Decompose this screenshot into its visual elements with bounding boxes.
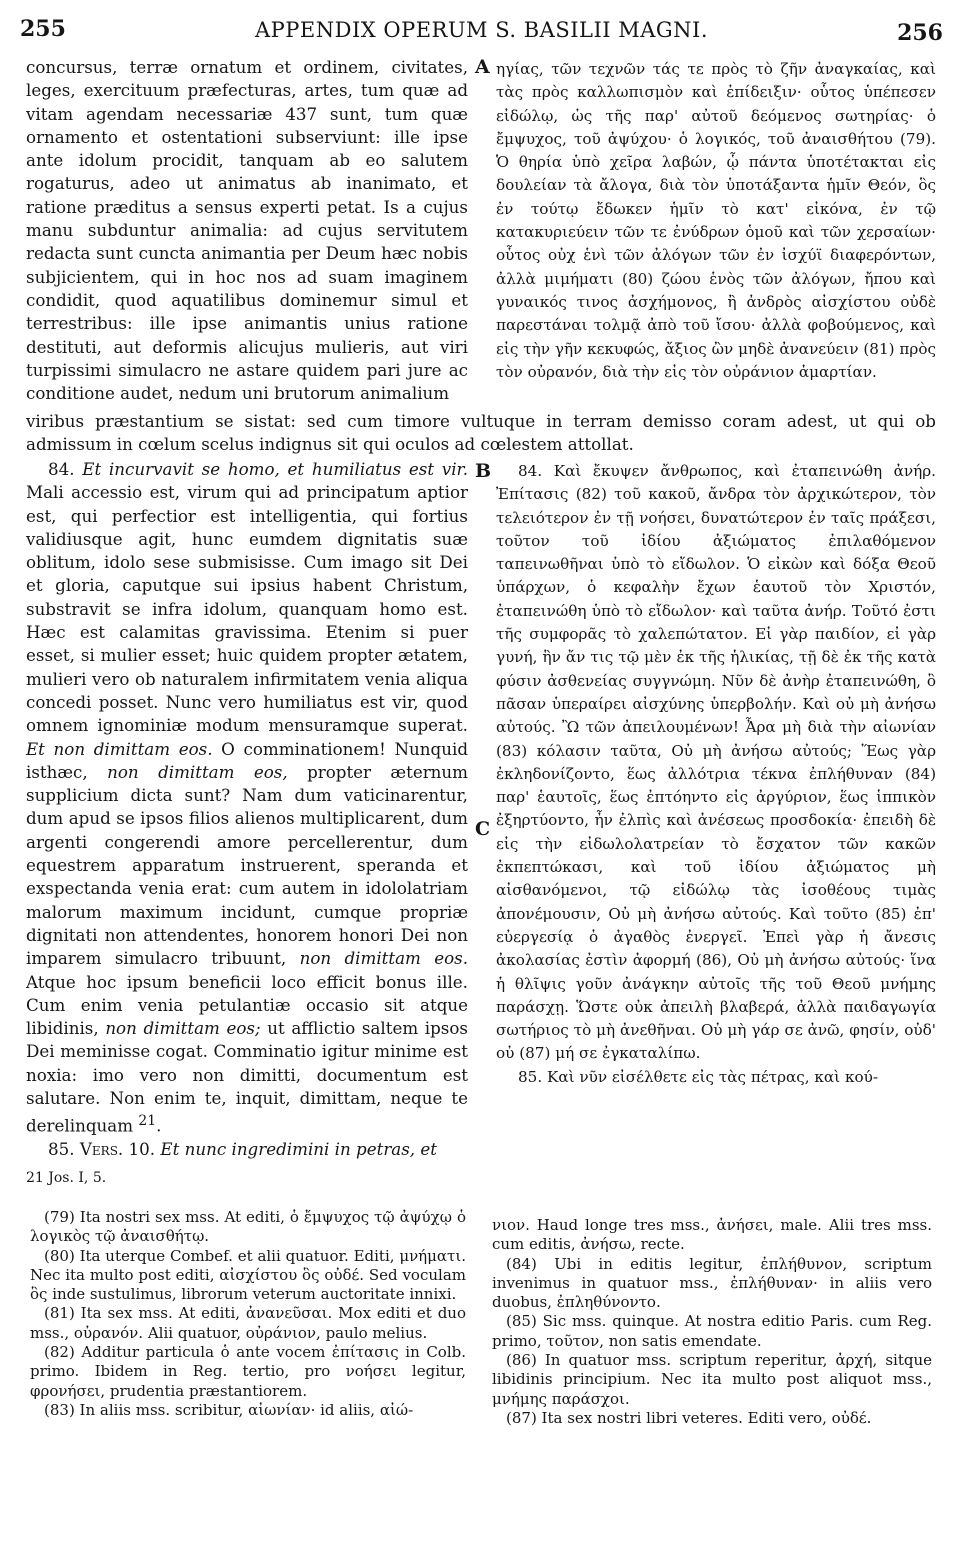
- page-number-left: 255: [20, 16, 66, 42]
- greek-paragraph-85: 85. Καὶ νῦν εἰσέλθετε εἰς τὰς πέτρας, καὶ κού-: [518, 1067, 878, 1086]
- footnote-81: (81) Ita sex mss. At editi, ἀνανεῦσαι. Mox editi et duo mss., οὐρανόν. Alii quatuor, οὐράνιον, paulo melius.: [30, 1304, 466, 1342]
- latin-column-84: [26, 458, 468, 1191]
- footnote-83: (83) In aliis mss. scribitur, αἰωνίαν· id aliis, αἰώ-: [44, 1400, 414, 1419]
- latin-fullwidth-line: viribus præstantium se sistat: sed cum timore vultuque in terram demisso coram adest, ut qui ob admissum in cœlum scelus indignus sit qui oculos ad cœlestem attollat.: [26, 411, 936, 455]
- latin-paragraph-top: concursus, terræ ornatum et ordinem, civitates, leges, exercituum præfecturas, artes, tum quæ ad vitam agendam necessariæ 437 sunt, tum quæ ornamento et ostentationi subserviunt: ille ipse ante idolum procidit, tanquam ab eo salutem rogaturus, adeo ut animatus ab inanimato, et ratione præditus a sensus experti petat. Is a cujus manu subduntur animalia: ad cujus servitutem redacta sunt cuncta animantia per Deum hæc nobis subjicientem, qui in hoc nos ad suam imaginem condidit, quod aquatilibus dominemur simul et terrestribus: ille ipse animantis unius ratione destituti, aut deformis alicujus mulieris, aut viri turpissimi simulacro ne astare quidem pari jure ac conditione audet, nedum uni brutorum animalium: [26, 57, 468, 404]
- greek-paragraph-84: 84. Καὶ ἔκυψεν ἄνθρωπος, καὶ ἐταπεινώθη ἀνήρ. Ἐπίτασις (82) τοῦ κακοῦ, ἄνδρα τὸν ἀρχικώτερον, τὸν τελειότερον ἐν τῇ νοήσει, δυνατώτερον ἐν ταῖς πράξεσι, τοῦτον τοῦ ἰδίου ἀξιώματος ἐπιλαθόμενον ταπεινωθῆναι ὑπὸ τὸ εἴδωλον. Ὁ εἰκὼν καὶ δόξα Θεοῦ ὑπάρχων, ὁ κεφαλὴν ἔχων ἑαυτοῦ τὸν Χριστόν, ἐταπεινώθη ὑπὸ τὸ εἴδωλον· καὶ ταῦτα ἀνήρ. Τοῦτό ἐστι τῆς συμφορᾶς τὸ χαλεπώτατον. Εἰ γὰρ παιδίον, εἰ γὰρ γυνή, ἣν ἄν τις τῷ μὲν ἐκ τῆς ἡλικίας, τῇ δὲ ἐκ τῆς κατὰ φύσιν ἀσθενείας συγγνώμη. Νῦν δὲ ἀνὴρ ἐταπεινώθη, ὃ πᾶσαν ὑπεραίρει αἰσχύνης ὑπερβολήν. Καὶ οὐ μὴ ἀνήσω αὐτούς. Ὢ τῶν ἀπειλουμένων! Ἆρα μὴ διὰ τὴν αἰωνίαν (83) κόλασιν ταῦτα, Οὐ μὴ ἀνήσω αὐτούς; Ἕως γὰρ ἐκληδονίζοντο, ἕως ἀλλότρια τέκνα ἐπλήθυναν (84) παρ' ἑαυτοῖς, ἕως ἐπτόηντο εἰς ἀργύριον, ἕως ἱππικὸν ἐξηρτύοντο, ἦν ἐλπὶς καὶ ἀνέσεως προσδοκία· ἐπειδὴ δὲ εἰς τὴν εἰδωλολατρείαν τὸ ἔσχατον τῶν κακῶν ἐκπεπτώκασι, καὶ τοῦ ἰδίου ἀξιώματος μὴ αἰσθανόμενοι, τῷ εἰδώλῳ τὰς ἰσοθέους τιμὰς ἀπονέμουσιν, Οὐ μὴ ἀνήσω αὐτούς. Καὶ τοῦτο (85) ἐπ' εὐεργεσίᾳ ὁ ἀγαθὸς ἐνεργεῖ. Ἐπεὶ γὰρ ἡ ἄνεσις ἀκολασίας ἐστὶν ἀφορμή (86), Οὐ μὴ ἀνήσω αὐτούς· ἵνα ἡ θλῖψις γοῦν ἀνάγκην αὐτοῖς τῆς τοῦ Θεοῦ μνήμης παράσχῃ. Ὥστε οὐκ ἀπειλὴ βλαβερά, ἀλλὰ παιδαγωγία σωτήριος τὸ μὴ ἀνεθῆναι. Οὐ μὴ γάρ σε ἀνῶ, φησίν, οὐδ' οὐ (87) μή σε ἐγκαταλίπω.: [496, 462, 936, 1063]
- latin-84-lemma-1: Et non dimittam eos.: [26, 738, 213, 759]
- latin-paragraph-85: [26, 1138, 468, 1161]
- latin-84-text-c: propter æternum supplicium dicta sunt? Nam dum vaticinarentur, dum apud se ipsos filios alienos multiplicarent, dum argenti congerendi amore percellerentur, dum equestrem apparatum instruerent, speranda et exspectanda venia erat: cum autem in idololatriam malorum maximum incidunt, cumque propriæ dignitati non attendentes, honorem honori Dei non imparem simulacro tribuunt,: [26, 761, 468, 969]
- lemma-84: Et incurvavit se homo, et humiliatus est vir.: [82, 459, 468, 479]
- latin-84-lemma-2: non dimittam eos,: [107, 761, 288, 782]
- greek-column-84: [496, 460, 936, 1089]
- latin-84-lemma-4: non dimittam eos;: [105, 1018, 261, 1039]
- footnote-79: (79) Ita nostri sex mss. At editi, ὁ ἔμψυχος τῷ ἀψύχῳ ὁ λογικὸς τῷ ἀναισθήτῳ.: [30, 1208, 466, 1246]
- latin-84-text-d: Atque hoc ipsum beneficii loco efficit bonus ille. Cum enim venia petulantiæ occasio sit atque libidinis,: [26, 971, 468, 1039]
- margin-letter-c: C: [475, 818, 491, 840]
- footnotes-left: [30, 1208, 466, 1420]
- section-number-85: 85.: [48, 1139, 75, 1160]
- footnote-83-continued: νιον. Haud longe tres mss., ἀνήσει, male. Alii tres mss. cum editis, ἀνήσω, recte.: [492, 1216, 932, 1254]
- footnote-85: (85) Sic mss. quinque. At nostra editio Paris. cum Reg. primo, τοῦτον, non satis emendate.: [492, 1312, 932, 1350]
- footnote-ref-21: 21: [138, 1113, 157, 1130]
- footnotes-right: [492, 1216, 932, 1428]
- latin-84-text-a: Mali accessio est, virum qui ad principatum aptior est, qui perfectior est intelligentia, qui fortius validiusque agit, hunc eumdem dignitatis suæ oblitum, idolo sese submisisse. Cum imago sit Dei et gloria, caputque sui ipsius habent Christum, substravit se infra idolum, quanquam homo est. Hæc est calamitas gravissima. Etenim si puer esset, si mulier esset; huic quidem propter ætatem, mulieri vero ob naturalem infirmitatem venia aliqua concedi posset. Nunc vero humiliatus est vir, quod omnem ignominiæ modum mensuramque superat.: [26, 482, 468, 736]
- latin-84-text-b: O comminationem! Nunquid isthæc,: [26, 738, 469, 782]
- greek-paragraph-top: ηγίας, τῶν τεχνῶν τάς τε πρὸς τὸ ζῆν ἀναγκαίας, καὶ τὰς πρὸς καλλωπισμὸν καὶ ἐπίδειξιν· οὗτος ὑπέπεσεν εἰδώλῳ, ὡς τῆς παρ' αὐτοῦ δεόμενος σωτηρίας· ὁ ἔμψυχος, τοῦ ἀψύχου· ὁ λογικός, τοῦ ἀναισθήτου (79). Ὁ θηρία ὑπὸ χεῖρα λαβών, ᾧ πάντα ὑποτέτακται εἰς δουλείαν τὰ ἄλογα, διὰ τὸν ὑποτάξαντα ἡμῖν Θεόν, ὃς ἐν τούτῳ ἔδωκεν ἡμῖν τὸ κατ' εἰκόνα, ἐν τῷ κατακυριεύειν τῶν τε ἐνύδρων ὁμοῦ καὶ τῶν χερσαίων· οὗτος οὐχ ἑνὶ τῶν ἀλόγων τῶν ἐν ἰσχύϊ διαφερόντων, ἀλλὰ μιμήματι (80) ζώου ἑνὸς τῶν ἀλόγων, ἤπου καὶ γυναικός τινος ἀσχήμονος, ἢ ἀνδρὸς αἰσχίστου οὐδὲ παρεστάναι τολμᾷ ἀπὸ τοῦ ἴσου· ἀλλὰ φοβούμενος, καὶ εἰς τὴν γῆν κεκυφώς, ἄξιος ὢν μηδὲ ἀνανεύειν (81) πρὸς τὸν οὐρανόν, διὰ τὴν εἰς τὸν οὐράνιον ἁμαρτίαν.: [496, 60, 936, 381]
- margin-letter-b: B: [475, 460, 492, 482]
- latin-column-top: [26, 56, 468, 405]
- latin-paragraph-84: 84. Et incurvavit se homo, et humiliatus est vir. Mali accessio est, virum qui ad principatum aptior est, qui perfectior est intelligentia, qui fortius validiusque agit, hunc eumdem dignitatis suæ oblitum, idolo sese submisisse. Cum imago sit Dei et gloria, caputque sui ipsius habent Christum, substravit se infra idolum, quanquam homo est. Hæc est calamitas gravissima. Etenim si puer esset, si mulier esset; huic quidem propter ætatem, mulieri vero ob naturalem infirmitatem venia aliqua concedi posset. Nunc vero humiliatus est vir, quod omnem ignominiæ modum mensuramque superat. Et non dimittam eos. O comminationem! Nunquid isthæc, non dimittam eos, propter æternum supplicium dicta sunt? Nam dum vaticinarentur, dum apud se ipsos filios alienos multiplicarent, dum argenti congerendi amore percellerentur, dum equestrem apparatum instruerent, speranda et exspectanda venia erat: cum autem in idololatriam malorum maximum incidunt, cumque propriæ dignitati non attendentes, honorem honori Dei non imparem simulacro tribuunt, non dimittam eos. Atque hoc ipsum beneficii loco efficit bonus ille. Cum enim venia petulantiæ occasio sit atque libidinis, non dimittam eos; ut afflictio saltem ipsos Dei meminisse cogat. Comminatio igitur minime est noxia: imo vero non dimitti, documentum est salutare. Non enim te, inquit, dimittam, neque te derelinquam $^{21}$.: [26, 459, 469, 1136]
- footnote-87: (87) Ita sex nostri libri veteres. Editi vero, οὐδέ.: [506, 1408, 872, 1427]
- footnote-86: (86) In quatuor mss. scriptum reperitur, ἀρχή, sitque libidinis principium. Nec ita multo post aliquot mss., μνήμης παράσχοι.: [492, 1351, 932, 1408]
- latin-84-text-e: ut afflictio saltem ipsos Dei meminisse cogat. Comminatio igitur minime est noxia: imo vero non dimitti, documentum est salutare. Non enim te, inquit, dimittam, neque te derelinquam: [26, 1018, 468, 1136]
- running-title: APPENDIX OPERUM S. BASILII MAGNI.: [254, 18, 709, 42]
- latin-84-lemma-3: non dimittam eos.: [299, 948, 468, 969]
- page-number-right: 256: [897, 20, 943, 46]
- lemma-85: Et nunc ingredimini in petras, et: [160, 1139, 437, 1160]
- margin-letter-a: A: [475, 56, 490, 78]
- verse-ref-85: Vers. 10.: [79, 1139, 156, 1160]
- footnote-84: (84) Ubi in editis legitur, ἐπλήθυνον, scriptum invenimus in quatuor mss., ἐπλήθυναν· in aliis vero duobus, ἐπληθύνοντο.: [492, 1254, 932, 1312]
- footnote-80: (80) Ita uterque Combef. et alii quatuor. Editi, μνήματι. Nec ita multo post editi, αἰσχίστου ὃς οὐδέ. Sed voculam ὃς inde sustulimus, librorum veterum auctoritate innixi.: [30, 1246, 466, 1304]
- scripture-reference: 21 Jos. I, 5.: [26, 1170, 107, 1187]
- section-number-84: 84.: [48, 459, 75, 479]
- greek-column-top: [496, 58, 936, 384]
- running-header: [20, 14, 943, 46]
- footnote-82: (82) Additur particula ὁ ante vocem ἐπίτασις in Colb. primo. Ibidem in Reg. tertio, pro νοήσει legitur, φρονήσει, prudentia præstantiorem.: [30, 1343, 466, 1400]
